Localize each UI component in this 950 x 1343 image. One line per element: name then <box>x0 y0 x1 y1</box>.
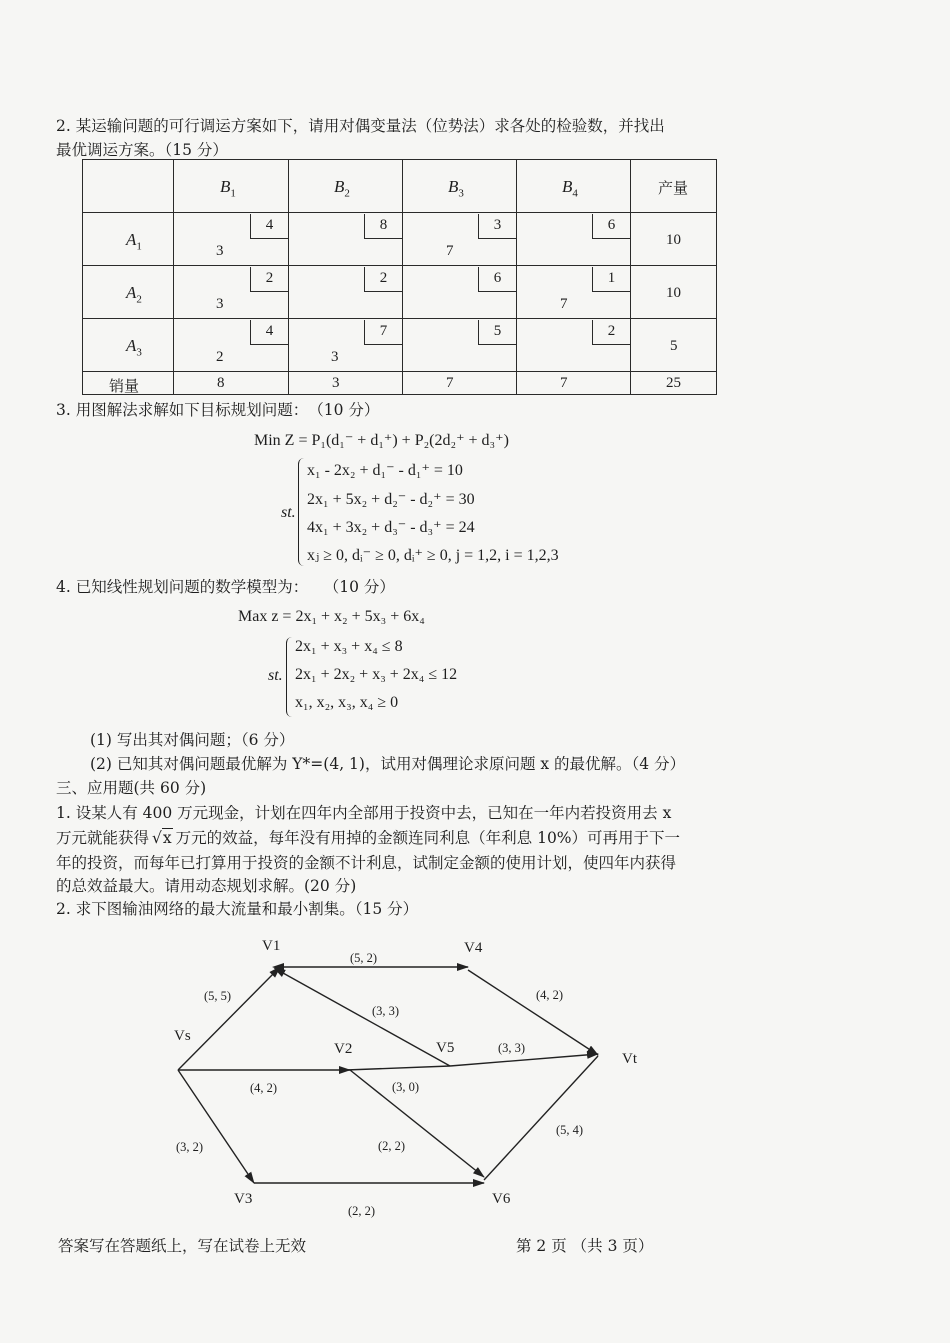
edge-label-vs-v3: (3, 2) <box>176 1140 204 1154</box>
edge-label-v1-v4: (5, 2) <box>350 951 378 965</box>
q4-title: 4. 已知线性规划问题的数学模型为： （10 分） <box>56 578 395 596</box>
section3-p1-line4: 的总效益最大。请用动态规划求解。(20 分) <box>56 877 357 895</box>
q4-constraint-1: 2x₁ + x₃ + x₄ ≤ 8 <box>295 638 403 655</box>
q3-constraint-4: xⱼ ≥ 0, dᵢ⁻ ≥ 0, dᵢ⁺ ≥ 0, j = 1,2, i = 1,2,3 <box>307 547 559 564</box>
q4-objective: Max z = 2x₁ + x₂ + 5x₃ + 6x₄ <box>238 608 425 625</box>
demand-value: 7 <box>560 375 568 391</box>
footer-note: 答案写在答题纸上，写在试卷上无效 <box>58 1237 307 1255</box>
q3-st-label: st. <box>281 504 296 521</box>
node-v5: V5 <box>436 1040 455 1056</box>
section3-p2: 2. 求下图输油网络的最大流量和最小割集。（15 分） <box>56 900 419 918</box>
edge-vs-v1 <box>178 967 280 1070</box>
demand-total: 25 <box>666 375 681 391</box>
supply-value: 10 <box>666 232 681 248</box>
q3-title: 3. 用图解法求解如下目标规划问题： （10 分） <box>56 401 380 419</box>
q4-brace <box>286 637 294 717</box>
col-header-b1: $B_1$ <box>220 177 236 200</box>
col-header-b2: $B_2$ <box>334 177 350 200</box>
section3-title: 三、应用题(共 60 分) <box>56 779 207 797</box>
page-number: 第 2 页 （共 3 页） <box>516 1237 654 1255</box>
demand-label: 销量 <box>109 377 140 395</box>
edge-label-v4-vt: (4, 2) <box>536 988 564 1002</box>
edge-label-v1-v5: (3, 3) <box>372 1004 400 1018</box>
alloc-cell: 3 <box>331 349 339 365</box>
q4-constraint-2: 2x₁ + 2x₂ + x₃ + 2x₄ ≤ 12 <box>295 666 458 683</box>
edge-label-v6-vt: (5, 4) <box>556 1123 584 1137</box>
q3-constraint-3: 4x₁ + 3x₂ + d₃⁻ - d₃⁺ = 24 <box>307 519 475 536</box>
edge-v5-vt <box>450 1054 598 1066</box>
alloc-cell: 3 <box>216 296 224 312</box>
node-v6: V6 <box>492 1191 511 1207</box>
alloc-cell: 3 <box>216 243 224 259</box>
supply-header: 产量 <box>658 179 689 197</box>
supply-value: 5 <box>670 338 678 354</box>
edge-v4-vt <box>468 970 598 1055</box>
demand-value: 7 <box>446 375 454 391</box>
node-v1: V1 <box>262 938 281 954</box>
node-vs: Vs <box>174 1028 191 1044</box>
col-header-b3: $B_3$ <box>448 177 464 200</box>
row-label-a3: $A_3$ <box>126 336 142 359</box>
edge-label-v2-v6: (3, 0) <box>392 1080 420 1094</box>
node-v2: V2 <box>334 1041 353 1057</box>
edge-label-v5-vt: (3, 3) <box>498 1041 526 1055</box>
q4-constraint-3: x₁, x₂, x₃, x₄ ≥ 0 <box>295 694 399 711</box>
section3-p1-line3: 年的投资，而每年已打算用于投资的金额不计利息，试制定金额的使用计划，使四年内获得 <box>56 854 677 872</box>
demand-value: 8 <box>217 375 225 391</box>
edge-vs-v3 <box>178 1070 254 1183</box>
edge-label-vs-v1: (5, 5) <box>204 989 232 1003</box>
cost-cell: 3 <box>478 214 516 239</box>
q3-constraint-2: 2x₁ + 5x₂ + d₂⁻ - d₂⁺ = 30 <box>307 491 475 508</box>
cost-cell: 4 <box>250 214 288 239</box>
edge-label-vs-v2: (4, 2) <box>250 1081 278 1095</box>
q4-st-label: st. <box>268 667 283 684</box>
transport-table <box>82 159 717 395</box>
node-v3: V3 <box>234 1191 253 1207</box>
q4-sub2: (2) 已知其对偶问题最优解为 Y*=(4, 1)，试用对偶理论求原问题 x 的最优解。（4 分） <box>90 755 686 773</box>
section3-p1-line1: 1. 设某人有 400 万元现金，计划在四年内全部用于投资中去，已知在一年内若投资用去 x <box>56 804 672 822</box>
node-v4: V4 <box>464 940 483 956</box>
q2-title-line1: 2. 某运输问题的可行调运方案如下，请用对偶变量法（位势法）求各处的检验数，并找出 <box>56 117 665 135</box>
q3-brace <box>298 458 306 566</box>
edge-v1-v5 <box>283 973 450 1066</box>
cost-cell: 8 <box>364 214 402 239</box>
sqrt-symbol: √x <box>152 829 172 847</box>
supply-value: 10 <box>666 285 681 301</box>
cost-cell: 7 <box>364 320 402 345</box>
cost-cell: 5 <box>478 320 516 345</box>
cost-cell: 2 <box>250 267 288 292</box>
cost-cell: 6 <box>478 267 516 292</box>
q4-sub1: (1) 写出其对偶问题；（6 分） <box>90 731 295 749</box>
alloc-cell: 7 <box>446 243 454 259</box>
alloc-cell: 7 <box>560 296 568 312</box>
edge-v6-vt <box>484 1056 598 1180</box>
oil-network-diagram <box>150 925 670 1225</box>
node-vt: Vt <box>622 1051 637 1067</box>
edge-label-v5-v6: (2, 2) <box>378 1139 406 1153</box>
section3-p1-line2: 万元就能获得 √x 万元的效益，每年没有用掉的金额连同利息（年利息 10%）可再用于下一 <box>56 829 681 847</box>
cost-cell: 1 <box>592 267 630 292</box>
cost-cell: 6 <box>592 214 630 239</box>
row-label-a1: $A_1$ <box>126 230 142 253</box>
row-label-a2: $A_2$ <box>126 283 142 306</box>
col-header-b4: $B_4$ <box>562 177 578 200</box>
cost-cell: 2 <box>364 267 402 292</box>
cost-cell: 2 <box>592 320 630 345</box>
q3-constraint-1: x₁ - 2x₂ + d₁⁻ - d₁⁺ = 10 <box>307 462 463 479</box>
q3-objective: Min Z = P₁(d₁⁻ + d₁⁺) + P₂(2d₂⁺ + d₃⁺) <box>254 432 509 449</box>
cost-cell: 4 <box>250 320 288 345</box>
edge-v2-v5 <box>346 1066 450 1070</box>
edge-label-v3-v6: (2, 2) <box>348 1204 376 1218</box>
demand-value: 3 <box>332 375 340 391</box>
q2-title-line2: 最优调运方案。（15 分） <box>56 141 228 159</box>
alloc-cell: 2 <box>216 349 224 365</box>
